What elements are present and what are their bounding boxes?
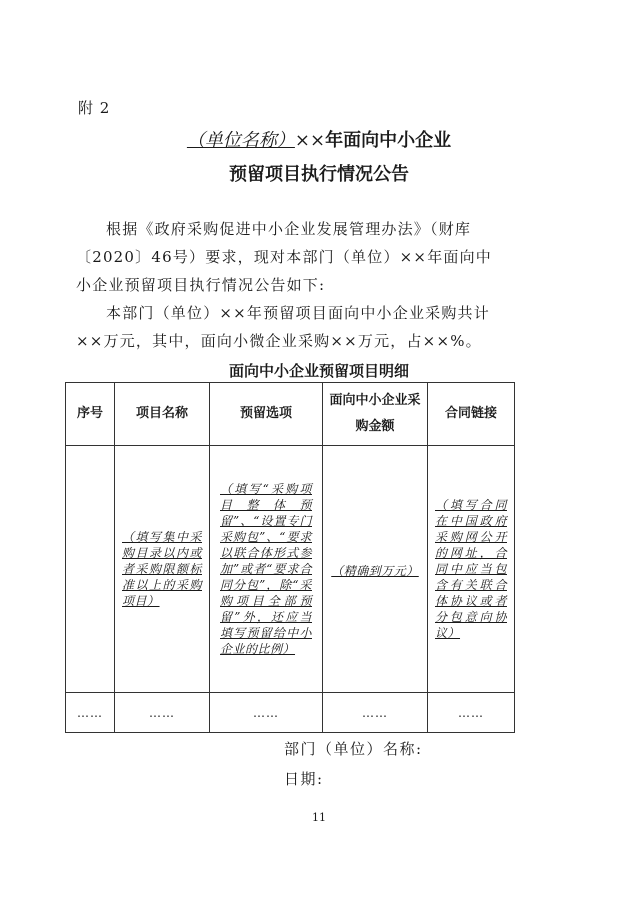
unit-name-placeholder: （单位名称） (186, 130, 295, 151)
hint-project-name: （填写集中采购目录以内或者采购限额标准以上的采购项目） (122, 530, 202, 608)
header-amount-text: 面向中小企业采购金额 (329, 393, 421, 434)
table-header-row (66, 383, 515, 446)
title-line-1-text: 年面向中小企业 (325, 130, 452, 151)
header-amount (323, 383, 428, 446)
ellipsis-reserve-option: …… (210, 693, 323, 733)
date-signature: 日期: (284, 770, 324, 788)
ellipsis-no: …… (66, 693, 115, 733)
table-row (66, 446, 515, 693)
paragraph-2: 本部门（单位）××年预留项目面向中小企业采购共计××万元，其中，面向小微企业采购××万元，占××%。 (76, 304, 490, 350)
title-line-1 (0, 126, 638, 152)
cell-no (66, 446, 115, 693)
department-signature: 部门（单位）名称: (284, 740, 423, 758)
cell-reserve-option (210, 446, 323, 693)
ellipsis-amount: …… (323, 693, 428, 733)
year-placeholder: ×× (294, 130, 326, 151)
ellipsis-project-name: …… (115, 693, 210, 733)
table-row (66, 693, 515, 733)
ellipsis-contract-link: …… (428, 693, 515, 733)
title-line-2: 预留项目执行情况公告 (229, 164, 409, 185)
table-caption: 面向中小企业预留项目明细 (228, 362, 409, 380)
header-project-name: 项目名称 (115, 383, 210, 446)
header-contract-link: 合同链接 (428, 383, 515, 446)
header-no: 序号 (66, 383, 115, 446)
page-number: 11 (312, 811, 326, 824)
cell-amount (323, 446, 428, 693)
hint-amount: （精确到万元） (331, 563, 419, 578)
detail-table (65, 382, 515, 733)
header-reserve-option: 预留选项 (210, 383, 323, 446)
cell-project-name (115, 446, 210, 693)
paragraph-1: 根据《政府采购促进中小企业发展管理办法》（财库〔2020〕46号）要求，现对本部门（单位）××年面向中小企业预留项目执行情况公告如下: (76, 220, 492, 294)
hint-contract-link: （填写合同在中国政府采购网公开的网址，合同中应当包含有关联合体协议或者分包意向协议） (435, 498, 507, 640)
hint-reserve-option: （填写“采购项目整体预留”、“设置专门采购包”、“要求以联合体形式参加”或者“要求合同分包”，除“采购项目全部预留”外，还应当填写预留给中小企业的比例） (220, 482, 312, 656)
appendix-label: 附 2 (78, 99, 111, 117)
cell-contract-link (428, 446, 515, 693)
